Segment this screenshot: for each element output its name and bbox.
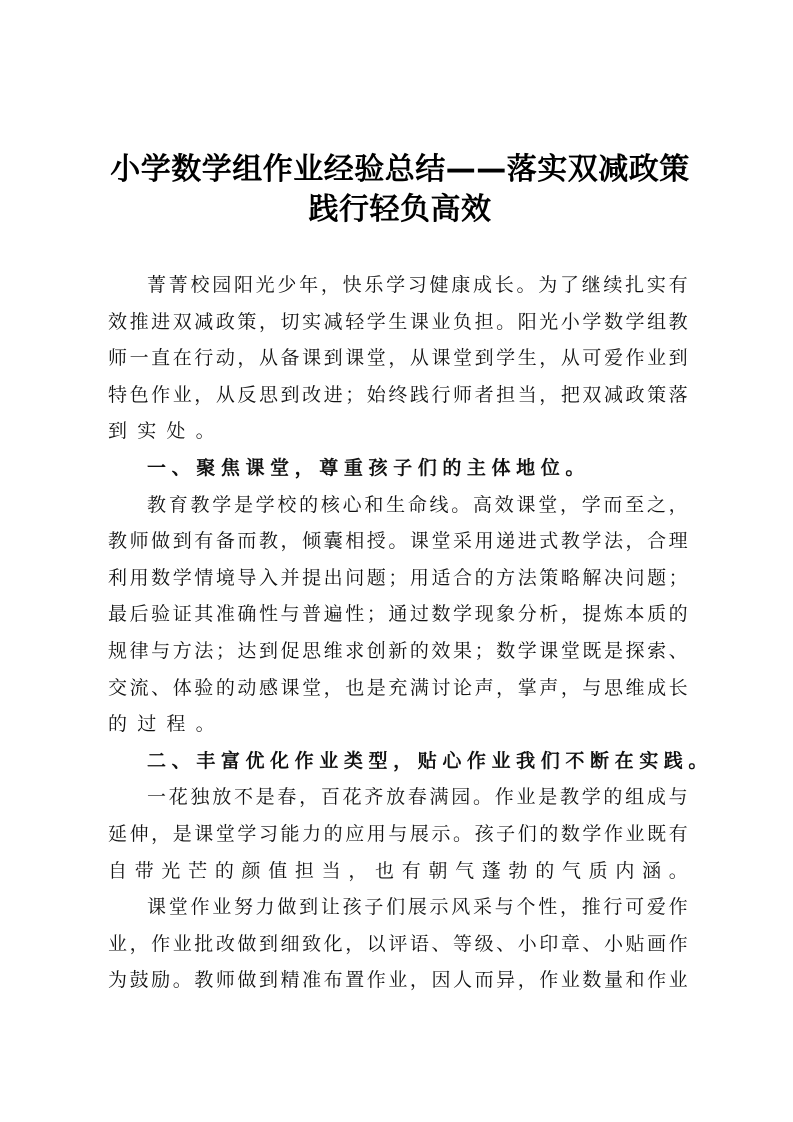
document-title-line-1: 小学数学组作业经验总结——落实双减政策 xyxy=(110,152,690,187)
paragraph xyxy=(108,267,688,450)
text-line: 的 过 程 。 xyxy=(108,713,215,736)
text-line: 最 后 验 证 其 准 确 性 与 普 遍 性 ； 通 过 数 学 现 象 分 析 ， 提 炼 本 质 的 xyxy=(108,603,688,626)
text-line: 利 用 数 学 情 境 导 入 并 提 出 问 题 ； 用 适 合 的 方 法 策 略 解 决 问 题 ； xyxy=(108,566,688,589)
paragraph xyxy=(108,889,688,999)
text-line: 特 色 作 业 ， 从 反 思 到 改 进 ； 始 终 践 行 师 者 担 当 ， 把 双 减 政 策 落 xyxy=(108,383,688,406)
text-line: 课 堂 作 业 努 力 做 到 让 孩 子 们 展 示 风 采 与 个 性 ， 推 行 可 爱 作 xyxy=(147,896,688,919)
text-line: 一 、 聚 焦 课 堂 ， 尊 重 孩 子 们 的 主 体 地 位 。 xyxy=(147,456,585,479)
text-line: 教 育 教 学 是 学 校 的 核 心 和 生 命 线 。 高 效 课 堂 ， 学 而 至 之 ， xyxy=(147,493,688,516)
text-line: 业 ， 作 业 批 改 做 到 细 致 化 ， 以 评 语 、 等 级 、 小 印 章 、 小 贴 画 作 xyxy=(108,932,688,955)
text-line: 规 律 与 方 法 ； 达 到 促 思 维 求 创 新 的 效 果 ； 数 学 课 堂 既 是 探 索 、 xyxy=(108,639,688,662)
text-line: 一 花 独 放 不 是 春 ， 百 花 齐 放 春 满 园 。 作 业 是 教 学 的 组 成 与 xyxy=(147,786,688,809)
text-line: 自 带 光 芒 的 颜 值 担 当 ， 也 有 朝 气 蓬 勃 的 气 质 内 涵 。 xyxy=(108,859,688,882)
text-line: 效 推 进 双 减 政 策 ， 切 实 减 轻 学 生 课 业 负 担 。 阳 光 小 学 数 学 组 教 xyxy=(108,310,688,333)
text-line: 为 鼓 励 。 教 师 做 到 精 准 布 置 作 业 ， 因 人 而 异 ， 作 业 数 量 和 作 业 xyxy=(108,969,688,992)
text-line: 师 一 直 在 行 动 ， 从 备 课 到 课 堂 ， 从 课 堂 到 学 生 ， 从 可 爱 作 业 到 xyxy=(108,347,688,370)
document-body xyxy=(108,267,708,999)
text-line: 二 、 丰 富 优 化 作 业 类 型 ， 贴 心 作 业 我 们 不 断 在 实 践 。 xyxy=(147,749,708,772)
section-heading xyxy=(108,450,688,487)
paragraph xyxy=(108,487,688,743)
text-line: 教 师 做 到 有 备 而 教 ， 倾 囊 相 授 。 课 堂 采 用 递 进 式 教 学 法 ， 合 理 xyxy=(108,530,688,553)
section-heading xyxy=(108,743,708,780)
paragraph xyxy=(108,779,688,889)
text-line: 交 流 、 体 验 的 动 感 课 堂 ， 也 是 充 满 讨 论 声 ， 掌 声 ， 与 思 维 成 长 xyxy=(108,676,688,699)
document-title-line-2: 践行轻负高效 xyxy=(308,192,492,227)
text-line: 到 实 处 。 xyxy=(108,420,215,443)
text-line: 延 伸 ， 是 课 堂 学 习 能 力 的 应 用 与 展 示 。 孩 子 们 的 数 学 作 业 既 有 xyxy=(108,822,688,845)
text-line: 菁 菁 校 园 阳 光 少 年 ， 快 乐 学 习 健 康 成 长 。 为 了 继 续 扎 实 有 xyxy=(147,274,688,296)
